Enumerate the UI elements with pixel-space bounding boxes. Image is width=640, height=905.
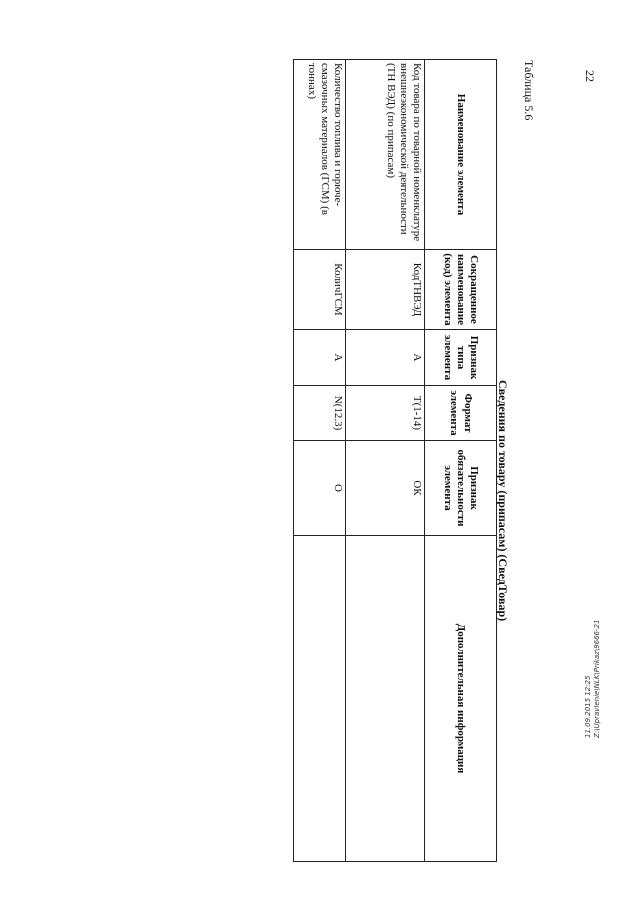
cell-format: N(12.3) xyxy=(294,386,346,441)
table-label: Таблица 5.6 xyxy=(522,60,536,121)
table-header-row xyxy=(425,60,497,862)
column-header-code: Сокращенное наименование (код) элемента xyxy=(425,250,497,330)
table-caption: Сведения по товару (припасам) (СведТовар) xyxy=(496,380,510,622)
footer-file-path: Z:\Upravlenie\NLK\Prikaz\9666-21 xyxy=(593,619,602,738)
cell-required: О xyxy=(294,441,346,536)
cell-type: А xyxy=(346,330,425,386)
column-header-format: Формат элемента xyxy=(425,386,497,441)
cell-required: ОК xyxy=(346,441,425,536)
column-header-info: Дополнительная информация xyxy=(425,536,497,862)
table-row xyxy=(294,60,346,862)
cell-name: Код товара по товарной номенклатуре внешнеэкономической деятельности (ТН ВЭД) (по припасам) xyxy=(346,60,425,250)
cell-code: КоличГСМ xyxy=(294,250,346,330)
column-header-type: Признак типа элемента xyxy=(425,330,497,386)
cell-name: Количество топлива и горюче-смазочных материалов (ГСМ) (в тоннах) xyxy=(294,60,346,250)
column-header-name: Наименование элемента xyxy=(425,60,497,250)
cell-type: А xyxy=(294,330,346,386)
footer-timestamp: 11.09.2015 12:25 xyxy=(584,675,592,738)
file-path-footer xyxy=(584,620,602,738)
page-number: 22 xyxy=(583,70,597,82)
elements-table xyxy=(293,59,497,862)
cell-code: КодТНВЭД xyxy=(346,250,425,330)
cell-format: T(1-14) xyxy=(346,386,425,441)
table-row xyxy=(346,60,425,862)
cell-info xyxy=(294,536,346,862)
cell-info xyxy=(346,536,425,862)
column-header-required: Признак обязательности элемента xyxy=(425,441,497,536)
